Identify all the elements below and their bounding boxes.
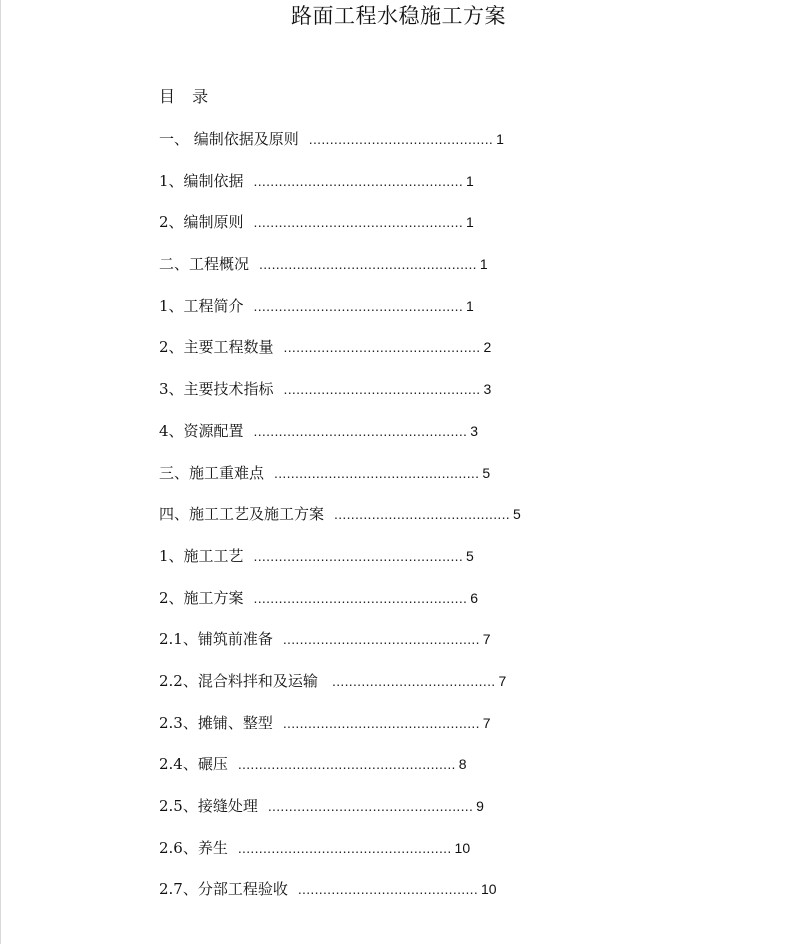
toc-entry[interactable]: [159, 420, 521, 462]
toc-dot-leader: ..........................................: [334, 506, 510, 523]
toc-entry-label: 1、施工工艺: [159, 546, 244, 565]
toc-page-number: 1: [479, 256, 488, 273]
toc-entry[interactable]: [159, 545, 521, 587]
toc-entry-label: 3、主要技术指标: [159, 380, 274, 399]
toc-entry-label: 2.4、碾压: [159, 755, 228, 774]
toc-entry[interactable]: [159, 753, 521, 795]
toc-page-number: 7: [498, 672, 507, 689]
toc-dot-leader: ..................................................: [253, 297, 464, 314]
toc-dot-leader: ...............................................: [282, 631, 480, 648]
toc-page-number: 3: [470, 422, 479, 439]
toc-entry-label: 四、施工工艺及施工方案: [159, 505, 325, 524]
toc-dot-leader: .......................................: [327, 672, 496, 689]
toc-entry-label: 1、工程简介: [159, 296, 244, 315]
toc-page-number: 8: [458, 756, 467, 773]
toc-entry[interactable]: [159, 253, 521, 295]
toc-dot-leader: ..................................................: [253, 172, 464, 189]
toc-entry-label: 三、施工重难点: [159, 463, 265, 482]
toc-entry-label: 2.7、分部工程验收: [159, 880, 288, 899]
toc-dot-leader: ...............................................: [283, 339, 481, 356]
toc-entry-label: 二、工程概况: [159, 255, 250, 274]
toc-dot-leader: ...................................................: [253, 422, 468, 439]
document-title: 路面工程水稳施工方案: [291, 4, 506, 28]
toc-entry[interactable]: [159, 378, 521, 420]
toc-entry-label: 2、施工方案: [159, 588, 244, 607]
toc-dot-leader: ...............................................: [282, 714, 480, 731]
toc-heading: 目 录: [159, 87, 215, 106]
toc-entry[interactable]: [159, 628, 521, 670]
toc-dot-leader: ..................................................: [253, 214, 464, 231]
toc-entry-label: 2.5、接缝处理: [159, 797, 258, 815]
toc-entry[interactable]: [159, 878, 521, 920]
toc-page-number: 5: [512, 506, 521, 523]
toc-page-number: 7: [482, 714, 491, 731]
toc-dot-leader: ...................................................: [237, 839, 452, 856]
toc-entry[interactable]: [159, 170, 521, 212]
toc-entry-label: 2、主要工程数量: [159, 338, 274, 357]
toc-entry[interactable]: [159, 795, 521, 837]
toc-page-number: 1: [496, 131, 504, 147]
toc-page-number: 10: [481, 881, 497, 898]
toc-entry[interactable]: [159, 336, 521, 378]
toc-dot-leader: ....................................................: [259, 256, 477, 273]
toc-entry[interactable]: [159, 462, 521, 504]
table-of-contents: [159, 128, 521, 920]
toc-entry-label: 2.2、混合料拌和及运输: [159, 671, 318, 690]
toc-page-number: 1: [466, 172, 474, 189]
toc-entry[interactable]: [159, 837, 521, 879]
toc-dot-leader: ............................................: [308, 131, 494, 147]
toc-page-number: 7: [482, 631, 491, 648]
toc-dot-leader: ...............................................: [283, 381, 481, 398]
toc-page-number: 6: [470, 589, 479, 606]
toc-page-number: 5: [466, 547, 474, 564]
toc-page-number: 9: [476, 798, 484, 814]
toc-entry[interactable]: [159, 587, 521, 629]
toc-dot-leader: ...........................................: [297, 881, 479, 898]
toc-page-number: 3: [483, 381, 492, 398]
toc-entry-label: 4、资源配置: [159, 421, 244, 440]
toc-entry[interactable]: [159, 295, 521, 337]
toc-dot-leader: ....................................................: [237, 756, 456, 773]
toc-entry[interactable]: [159, 503, 521, 545]
toc-entry-label: 2、编制原则: [159, 213, 244, 232]
toc-page-number: 1: [466, 297, 474, 314]
toc-entry-label: 2.3、摊铺、整型: [159, 713, 273, 732]
toc-dot-leader: .................................................: [267, 798, 474, 814]
toc-entry-label: 1、编制依据: [159, 171, 244, 190]
toc-entry-label: 2.6、养生: [159, 838, 228, 857]
toc-page-number: 1: [466, 214, 474, 231]
toc-dot-leader: ...................................................: [253, 589, 468, 606]
toc-entry-label: 一、 编制依据及原则: [159, 130, 299, 148]
toc-page-number: 2: [483, 339, 492, 356]
toc-page-number: 5: [482, 464, 491, 481]
toc-dot-leader: ..................................................: [253, 547, 464, 564]
toc-entry[interactable]: [159, 670, 521, 712]
toc-entry-label: 2.1、铺筑前准备: [159, 630, 273, 649]
toc-dot-leader: .................................................: [274, 464, 480, 481]
toc-page-number: 10: [454, 839, 471, 856]
toc-entry[interactable]: [159, 128, 521, 170]
toc-entry[interactable]: [159, 712, 521, 754]
toc-entry[interactable]: [159, 211, 521, 253]
